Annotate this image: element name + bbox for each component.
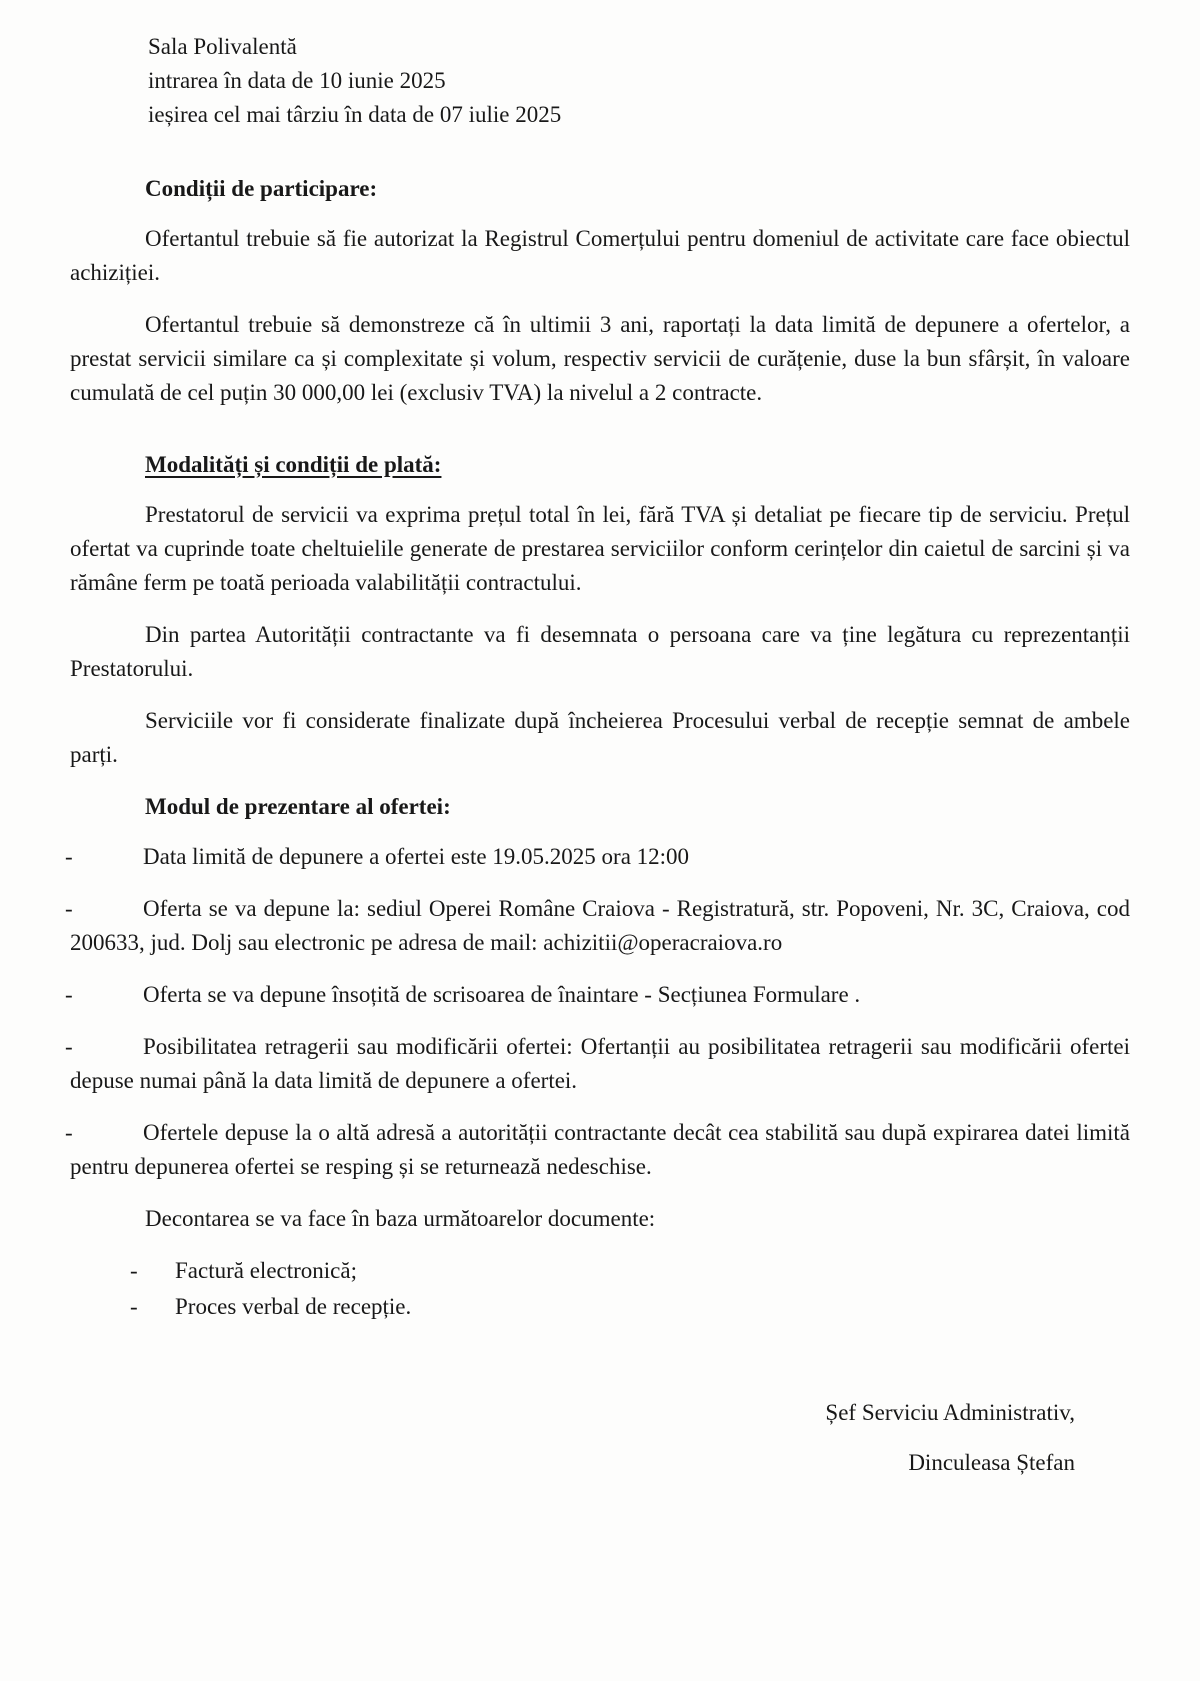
signature-name: Dinculeasa Ștefan: [908, 1450, 1075, 1475]
paragraph-liaison: Din partea Autorității contractante va fi desemnata o persoana care va ține legătura cu reprezentanții Prestatorului.: [70, 622, 1130, 681]
paragraph-authorization: Ofertantul trebuie să fie autorizat la Registrul Comerțului pentru domeniul de activitate care face obiectul achiziției.: [70, 226, 1130, 285]
intro-line-entry-date: intrarea în data de 10 iunie 2025: [148, 68, 446, 93]
settlement-doc-reception: [130, 1290, 1130, 1324]
settlement-doc-invoice: [130, 1254, 1130, 1288]
offer-bullet-text: Oferta se va depune însoțită de scrisoarea de înaintare - Secțiunea Formulare .: [143, 982, 861, 1007]
bullet-dash: -: [65, 982, 73, 1007]
offer-bullet-text: Oferta se va depune la: sediul Operei Române Craiova - Registratură, str. Popoveni, Nr. 3C, Craiova, cod 200633, jud. Dolj sau electronic pe adresa de mail: achizitii@operacraiova.ro: [70, 896, 1130, 955]
signature-title: Șef Serviciu Administrativ,: [825, 1400, 1075, 1425]
bullet-dash: -: [130, 1258, 138, 1283]
heading-offer-presentation: Modul de prezentare al ofertei:: [145, 794, 451, 819]
offer-bullet-text: Data limită de depunere a ofertei este 19.05.2025 ora 12:00: [143, 844, 690, 869]
intro-line-location: Sala Polivalentă: [148, 34, 297, 59]
heading-participation-conditions: Condiții de participare:: [145, 176, 378, 201]
offer-bullet-deadline: [65, 840, 1130, 874]
offer-bullet-text: Ofertele depuse la o altă adresă a autorității contractante decât cea stabilită sau după expirarea datei limită pentru depunerea ofertei se resping și se returnează nedeschise.: [70, 1120, 1130, 1179]
paragraph-completion: Serviciile vor fi considerate finalizate după încheierea Procesului verbal de recepție semnat de ambele parți.: [70, 708, 1130, 767]
bullet-dash: -: [130, 1294, 138, 1319]
offer-bullet-withdrawal: [65, 1030, 1130, 1098]
heading-payment-conditions: [70, 448, 1130, 482]
paragraph-settlement-intro: Decontarea se va face în baza următoarelor documente:: [145, 1206, 656, 1231]
offer-bullet-submission-address: [65, 892, 1130, 960]
paragraph-price: Prestatorul de servicii va exprima prețul total în lei, fără TVA și detaliat pe fiecare tip de serviciu. Prețul ofertat va cuprinde toate cheltuielile generate de prestarea serviciilor conform cerințelor din caietul de sarcini și va rămâne ferm pe toată perioada valabilității contractului.: [70, 502, 1130, 595]
bullet-dash: -: [65, 844, 73, 869]
settlement-doc-text: Factură electronică;: [175, 1258, 357, 1283]
settlement-documents-list: [70, 1254, 1130, 1324]
intro-line-exit-date: ieșirea cel mai târziu în data de 07 iulie 2025: [148, 102, 562, 127]
intro-block: [148, 30, 1130, 132]
settlement-doc-text: Proces verbal de recepție.: [175, 1294, 412, 1319]
offer-bullet-wrong-address: [65, 1116, 1130, 1184]
bullet-dash: -: [65, 896, 73, 921]
bullet-dash: -: [65, 1120, 73, 1145]
paragraph-experience: Ofertantul trebuie să demonstreze că în ultimii 3 ani, raportați la data limită de depunere a ofertelor, a prestat servicii similare ca și complexitate și volum, respectiv servicii de curățenie, duse la bun sfârșit, în valoare cumulată de cel puțin 30 000,00 lei (exclusiv TVA) la nivelul a 2 contracte.: [70, 312, 1130, 405]
offer-bullet-cover-letter: [65, 978, 1130, 1012]
signature-block: [70, 1396, 1130, 1480]
bullet-dash: -: [65, 1034, 73, 1059]
offer-bullet-text: Posibilitatea retragerii sau modificării ofertei: Ofertanții au posibilitatea retragerii sau modificării ofertei depuse numai până la data limită de depunere a ofertei.: [70, 1034, 1130, 1093]
heading-payment-text: Modalități și condiții de plată:: [145, 452, 442, 477]
